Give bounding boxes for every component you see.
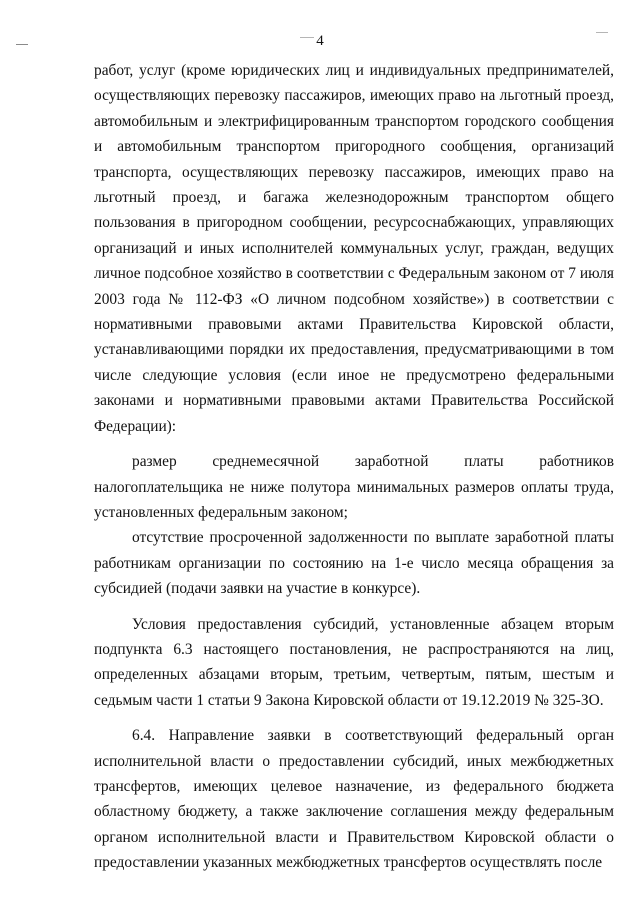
document-body xyxy=(94,58,614,876)
paragraph-exemptions: Условия предоставления субсидий, установленные абзацем вторым подпункта 6.3 настоящего постановления, не распространяются на лиц, определенных абзацами вторым, третьим, четвертым, пятым, шестым и седьмым части 1 статьи 9 Закона Кировской области от 19.12.2019 № 325-ЗО. xyxy=(94,615,614,709)
page-number: 4 xyxy=(316,33,324,49)
paragraph-6-4: 6.4. Направление заявки в соответствующий федеральный орган исполнительной власти о предоставлении субсидий, иных межбюджетных трансфертов, имеющих целевое назначение, из федерального бюджета областному бюджету, а также заключение соглашения между федеральным органом исполнительной власти и Правительством Кировской области о предоставлении указанных межбюджетных трансфертов осуществлять после xyxy=(94,727,614,872)
paragraph-condition-no-arrears: отсутствие просроченной задолженности по выплате заработной платы работникам организации по состоянию на 1-е число месяца обращения за субсидией (подачи заявки на участие в конкурсе). xyxy=(94,529,614,598)
paragraph-continuation: работ, услуг (кроме юридических лиц и индивидуальных предпринимателей, осуществляющих перевозку пассажиров, имеющих право на льготный проезд, автомобильным и электрифицированным транспортом городского сообщения и автомобильным транспортом пригородного сообщения, организаций транспорта, осуществляющих перевозку пассажиров, имеющих право на льготный проезд, и багажа железнодорожным транспортом общего пользования в пригородном сообщении, ресурсоснабжающих, управляющих организаций и иных исполнителей коммунальных услуг, граждан, ведущих личное подсобное хозяйство в соответствии с Федеральным законом от 7 июля 2003 года № 112-ФЗ «О личном подсобном хозяйстве») в соответствии с нормативными правовыми актами Правительства Кировской области, устанавливающими порядки их предоставления, предусматривающими в том числе следующие условия (если иное не предусмотрено федеральными законами и нормативными правовыми актами Правительства Российской Федерации): xyxy=(94,62,614,435)
paragraph-condition-salary: размер среднемесячной заработной платы работников налогоплательщика не ниже полутора минимальных размеров оплаты труда, установленных федеральным законом; xyxy=(94,453,614,521)
